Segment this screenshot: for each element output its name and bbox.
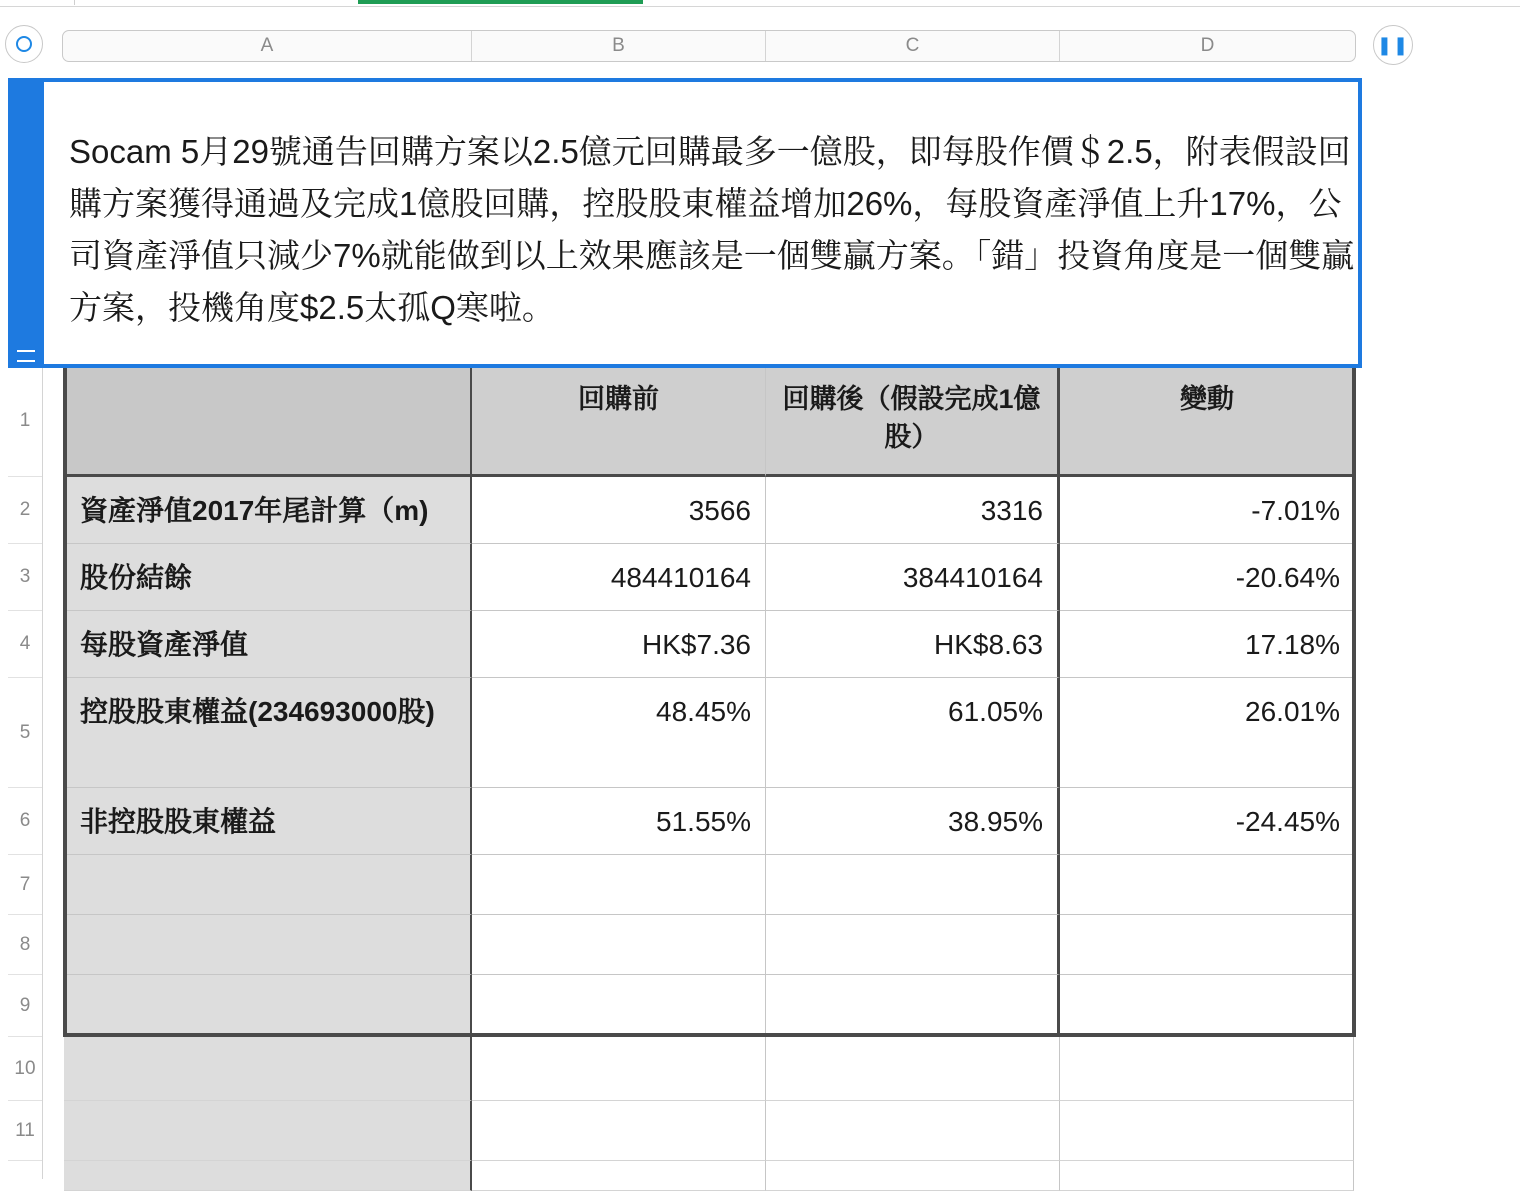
row-header-5[interactable]: 5 [8, 678, 42, 788]
table-row [64, 915, 1354, 975]
row-label-cell[interactable] [64, 915, 472, 975]
table-row [64, 975, 1354, 1037]
empty-sheet-row [64, 1101, 1354, 1161]
active-sheet-tab-indicator[interactable] [358, 0, 643, 4]
text-box-content[interactable]: Socam 5月29號通告回購方案以2.5億元回購最多一億股，即每股作價＄2.5，附表假設回購方案獲得通過及完成1億股回購，控股股東權益增加26%，每股資產淨值上升17%，公司資產淨值只減少7%就能做到以上效果應該是一個雙贏方案。「錯」投資角度是一個雙贏方案，投機角度$2.5太孤Q寒啦。 [69, 133, 1355, 327]
column-header-b[interactable]: B [472, 31, 766, 61]
empty-sheet-row [64, 1037, 1354, 1101]
empty-cell[interactable] [64, 1161, 472, 1191]
table-cell[interactable] [766, 975, 1060, 1037]
table-cell[interactable] [766, 855, 1060, 915]
column-header-c[interactable]: C [766, 31, 1060, 61]
text-box-drag-handle[interactable] [8, 78, 44, 368]
table-cell[interactable] [1060, 975, 1354, 1037]
row-header-11[interactable]: 11 [8, 1101, 42, 1161]
row-header-7[interactable]: 7 [8, 855, 42, 915]
select-all-button[interactable] [5, 25, 43, 63]
empty-cell[interactable] [1060, 1101, 1354, 1161]
table-cell[interactable]: 3566 [472, 477, 766, 544]
row-header-3[interactable]: 3 [8, 544, 42, 611]
sheet-tab-strip [0, 0, 1520, 7]
table-cell[interactable]: 3316 [766, 477, 1060, 544]
row-label-cell[interactable]: 非控股股東權益 [64, 788, 472, 855]
row-header-9[interactable]: 9 [8, 975, 42, 1037]
table-cell[interactable]: 17.18% [1060, 611, 1354, 678]
drag-handle-icon [17, 350, 35, 362]
empty-cell[interactable] [766, 1101, 1060, 1161]
header-cell-c1[interactable]: 回購後（假設完成1億股） [766, 363, 1060, 477]
table-cell[interactable]: 38.95% [766, 788, 1060, 855]
row-label-cell[interactable] [64, 855, 472, 915]
table-cell[interactable]: 384410164 [766, 544, 1060, 611]
empty-cell[interactable] [472, 1037, 766, 1101]
table-cell[interactable]: 61.05% [766, 678, 1060, 788]
table-cell[interactable]: -7.01% [1060, 477, 1354, 544]
table-cell[interactable] [472, 915, 766, 975]
table-row [64, 544, 1354, 611]
column-header-d[interactable]: D [1200, 35, 1215, 56]
header-cell-b1[interactable]: 回購前 [472, 363, 766, 477]
empty-sheet-row [64, 1161, 1354, 1191]
header-cell-d1[interactable]: 變動 [1060, 363, 1354, 477]
table-cell[interactable] [472, 855, 766, 915]
column-header-a[interactable]: A [63, 31, 472, 61]
row-header-4[interactable]: 4 [8, 611, 42, 678]
table-cell[interactable]: 48.45% [472, 678, 766, 788]
table-cell[interactable]: HK$8.63 [766, 611, 1060, 678]
empty-cell[interactable] [1060, 1037, 1354, 1101]
table-row [64, 678, 1354, 788]
row-label-cell[interactable]: 股份結餘 [64, 544, 472, 611]
pause-icon: ❚❚ [1376, 34, 1410, 55]
empty-cell[interactable] [64, 1037, 472, 1101]
row-header-1[interactable]: 1 [8, 365, 42, 477]
table-row [64, 477, 1354, 544]
row-label-cell[interactable]: 控股股東權益(234693000股) [64, 678, 472, 788]
row-label-cell[interactable] [64, 975, 472, 1037]
row-label-cell[interactable]: 資產淨值2017年尾計算（m) [64, 477, 472, 544]
circle-icon [16, 36, 32, 52]
table-cell[interactable]: -24.45% [1060, 788, 1354, 855]
table-cell[interactable] [766, 915, 1060, 975]
table-cell[interactable]: 484410164 [472, 544, 766, 611]
empty-cell[interactable] [766, 1037, 1060, 1101]
table-header-row [64, 363, 1354, 477]
tab-divider [74, 0, 75, 5]
table-cell[interactable]: HK$7.36 [472, 611, 766, 678]
row-label-cell[interactable]: 每股資產淨值 [64, 611, 472, 678]
freeze-columns-button[interactable] [1373, 25, 1413, 65]
row-header-2[interactable]: 2 [8, 477, 42, 544]
table-cell[interactable] [1060, 915, 1354, 975]
empty-cell[interactable] [64, 1101, 472, 1161]
table-row [64, 611, 1354, 678]
table-cell[interactable]: 26.01% [1060, 678, 1354, 788]
table-row [64, 788, 1354, 855]
empty-cell[interactable] [766, 1161, 1060, 1191]
row-header-6[interactable]: 6 [8, 788, 42, 855]
table-cell[interactable] [1060, 855, 1354, 915]
table-row [64, 855, 1354, 915]
empty-cell[interactable] [472, 1101, 766, 1161]
text-box-selected[interactable] [8, 78, 1362, 368]
empty-cell[interactable] [1060, 1161, 1354, 1191]
empty-cell[interactable] [472, 1161, 766, 1191]
row-header-10[interactable]: 10 [8, 1037, 42, 1101]
column-header-bar [62, 30, 1356, 62]
table-cell[interactable]: 51.55% [472, 788, 766, 855]
table-cell[interactable]: -20.64% [1060, 544, 1354, 611]
header-cell-a1[interactable] [64, 363, 472, 477]
row-header-8[interactable]: 8 [8, 915, 42, 975]
table-cell[interactable] [472, 975, 766, 1037]
